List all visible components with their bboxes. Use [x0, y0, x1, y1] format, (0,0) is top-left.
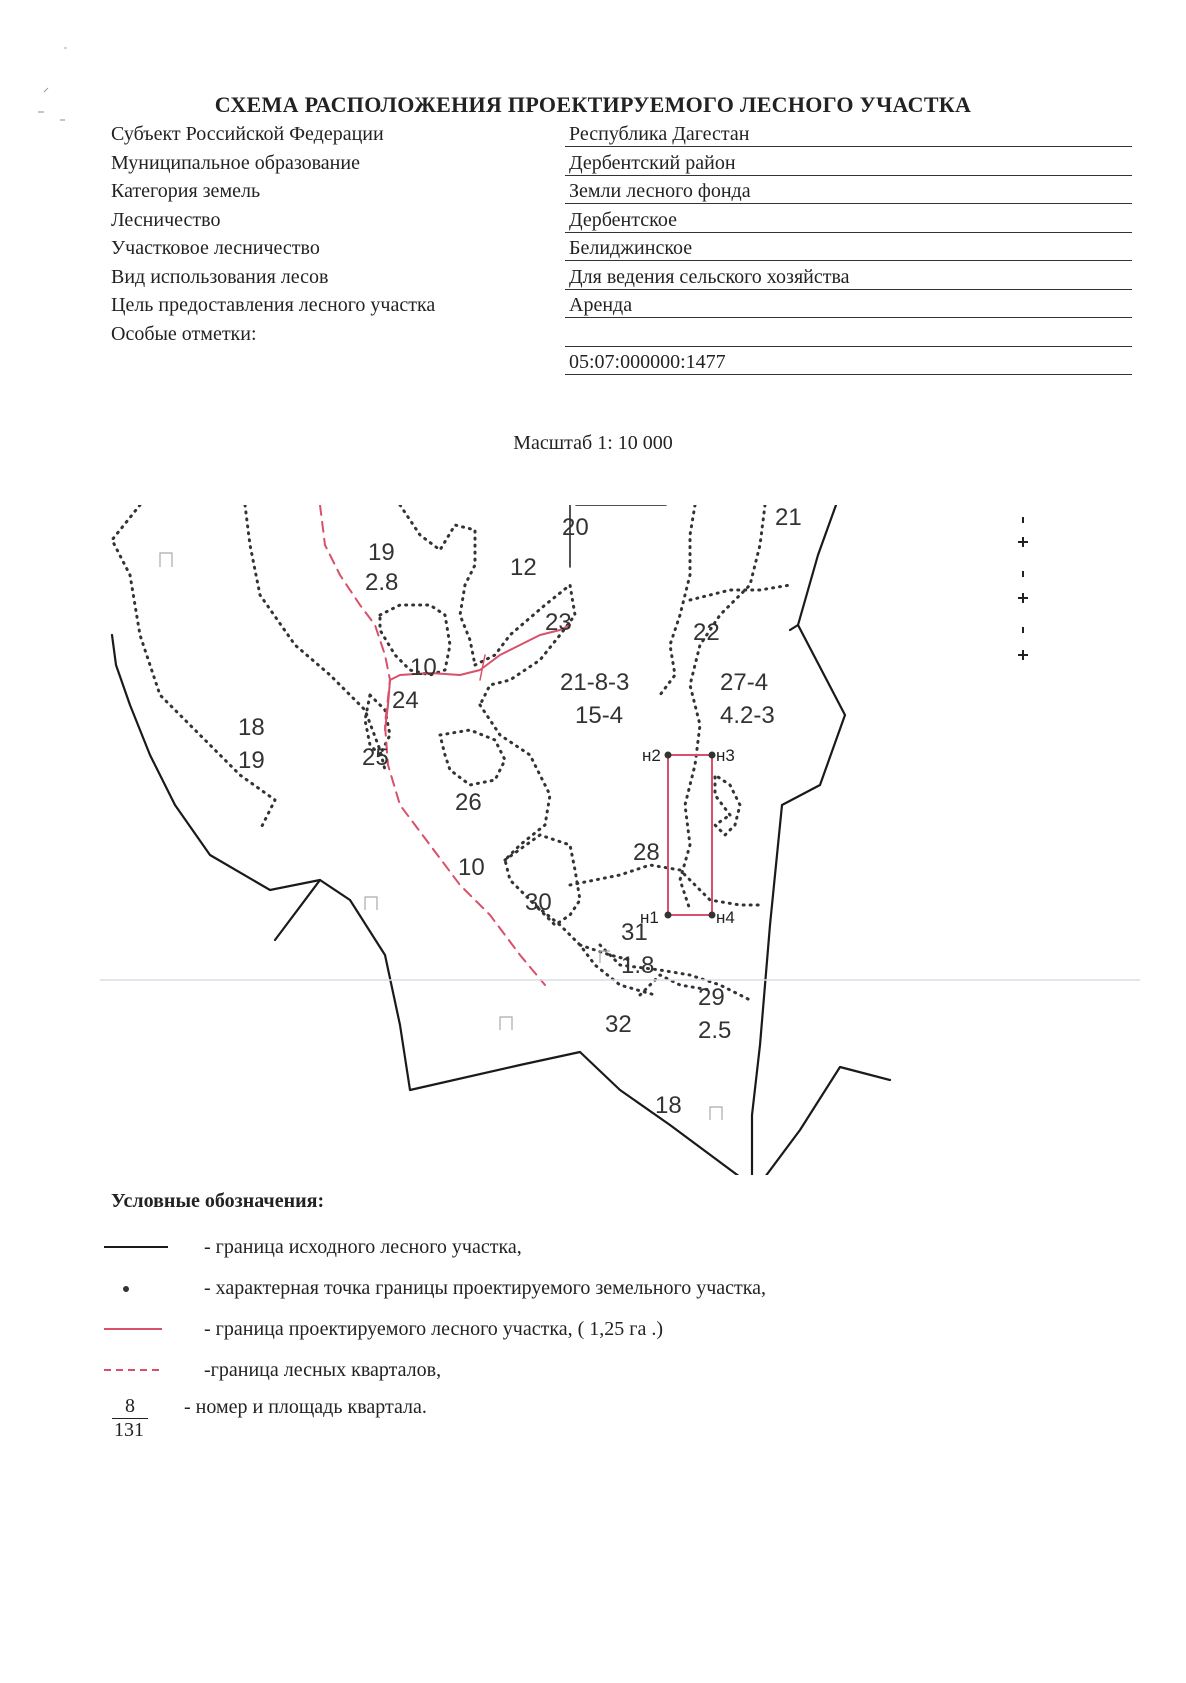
- map-label: 27-4: [720, 669, 769, 696]
- legend-text: - характерная точка границы проектируемого земельного участка,: [204, 1277, 767, 1299]
- map-label: 1.8: [621, 952, 655, 979]
- map-label: 2.8: [365, 569, 399, 596]
- map-label: 32: [605, 1011, 632, 1038]
- edge-markers: [1018, 505, 1028, 660]
- map-label: 22: [693, 619, 720, 646]
- info-label: Участковое лесничество: [111, 237, 320, 259]
- info-row: [111, 264, 1131, 293]
- point-marker: [665, 912, 672, 919]
- map-label: 12: [510, 554, 537, 581]
- info-value: [565, 323, 1132, 347]
- map-label: 10: [410, 654, 437, 681]
- map-label: 23: [545, 609, 572, 636]
- boundary-line: [112, 635, 740, 1175]
- fraction-numerator: 8: [112, 1395, 148, 1419]
- legend-item: [104, 1273, 1104, 1303]
- map-label: 19: [238, 747, 265, 774]
- map-label: 21: [775, 505, 802, 531]
- info-value: Белиджинское: [565, 237, 1132, 261]
- map-scale: Масштаб 1: 10 000: [513, 432, 673, 454]
- info-label: Цель предоставления лесного участка: [111, 294, 436, 316]
- point-marker: [709, 752, 716, 759]
- info-label: Вид использования лесов: [111, 265, 329, 288]
- cadastral-number: 05:07:000000:1477: [565, 351, 1132, 375]
- legend-title: Условные обозначения:: [111, 1190, 325, 1212]
- info-label: Категория земель: [111, 180, 261, 202]
- map-label: 4.2-3: [720, 702, 775, 729]
- boundary-line: [790, 625, 798, 630]
- legend-text: - граница проектируемого лесного участка, ( 1,25 га .): [204, 1318, 664, 1340]
- dotted-boundaries: [112, 505, 790, 1000]
- map-label: 2.5: [698, 1017, 732, 1044]
- info-value: Аренда: [565, 294, 1132, 318]
- point-marker: [665, 752, 672, 759]
- fraction-denominator: 131: [114, 1419, 144, 1441]
- legend-item: [104, 1232, 1104, 1262]
- info-table: [111, 121, 1131, 378]
- legend-text: - номер и площадь квартала.: [184, 1396, 427, 1418]
- boundary-line: [765, 1067, 890, 1175]
- info-label: Особые отметки:: [111, 322, 257, 345]
- map-label: 24: [392, 687, 419, 714]
- info-value: Для ведения сельского хозяйства: [565, 266, 1132, 290]
- info-label: Лесничество: [111, 208, 221, 231]
- point-label: н1: [640, 908, 659, 927]
- legend-text: - граница исходного лесного участка,: [204, 1236, 522, 1258]
- info-row: [111, 321, 1131, 350]
- solid-line-icon: [104, 1232, 184, 1262]
- page-title: СХЕМА РАСПОЛОЖЕНИЯ ПРОЕКТИРУЕМОГО ЛЕСНОГО УЧАСТКА: [214, 92, 972, 117]
- map-label: 29: [698, 984, 725, 1011]
- map-label: 25: [362, 744, 389, 771]
- info-value: Дербентский район: [565, 152, 1132, 176]
- red-dashed-icon: [104, 1355, 184, 1385]
- info-row: [111, 150, 1131, 179]
- map-label: 30: [525, 889, 552, 916]
- map-label: 31: [621, 919, 648, 946]
- map-label: 15-4: [575, 702, 624, 729]
- forest-map: [100, 505, 1140, 1175]
- map-label: 18: [238, 714, 265, 741]
- map-label: 18: [655, 1092, 682, 1119]
- info-row: [111, 121, 1131, 150]
- projected-parcel: [668, 755, 712, 915]
- fraction-symbol: [104, 1395, 154, 1442]
- legend-item: [104, 1314, 1104, 1344]
- point-label: н2: [642, 746, 661, 765]
- map-label: 20: [562, 514, 589, 541]
- dot-icon: [104, 1273, 184, 1303]
- info-row: [111, 235, 1131, 264]
- point-marker: [709, 912, 716, 919]
- info-row: [111, 349, 1131, 378]
- info-label: Субъект Российской Федерации: [111, 123, 384, 145]
- legend-text: -граница лесных кварталов,: [204, 1359, 442, 1381]
- info-value: Дербентское: [565, 209, 1132, 233]
- info-row: [111, 292, 1131, 321]
- info-row: [111, 178, 1131, 207]
- legend-item: [104, 1355, 1104, 1385]
- info-label: Муниципальное образование: [111, 151, 360, 174]
- map-label: 21-8-3: [560, 669, 630, 696]
- red-line-icon: [104, 1314, 184, 1344]
- info-value: Земли лесного фонда: [565, 180, 1132, 204]
- boundary-line: [275, 880, 320, 940]
- point-label: н4: [716, 908, 735, 927]
- map-label: 19: [368, 539, 395, 566]
- parcel-points: [665, 752, 716, 919]
- point-label: н3: [716, 746, 735, 765]
- landuse-symbols: [160, 553, 722, 1120]
- map-label: 10: [458, 854, 485, 881]
- map-label: 26: [455, 789, 482, 816]
- map-label: 28: [633, 839, 660, 866]
- info-row: [111, 207, 1131, 236]
- info-value: Республика Дагестан: [565, 123, 1132, 147]
- legend-item: [104, 1395, 1104, 1449]
